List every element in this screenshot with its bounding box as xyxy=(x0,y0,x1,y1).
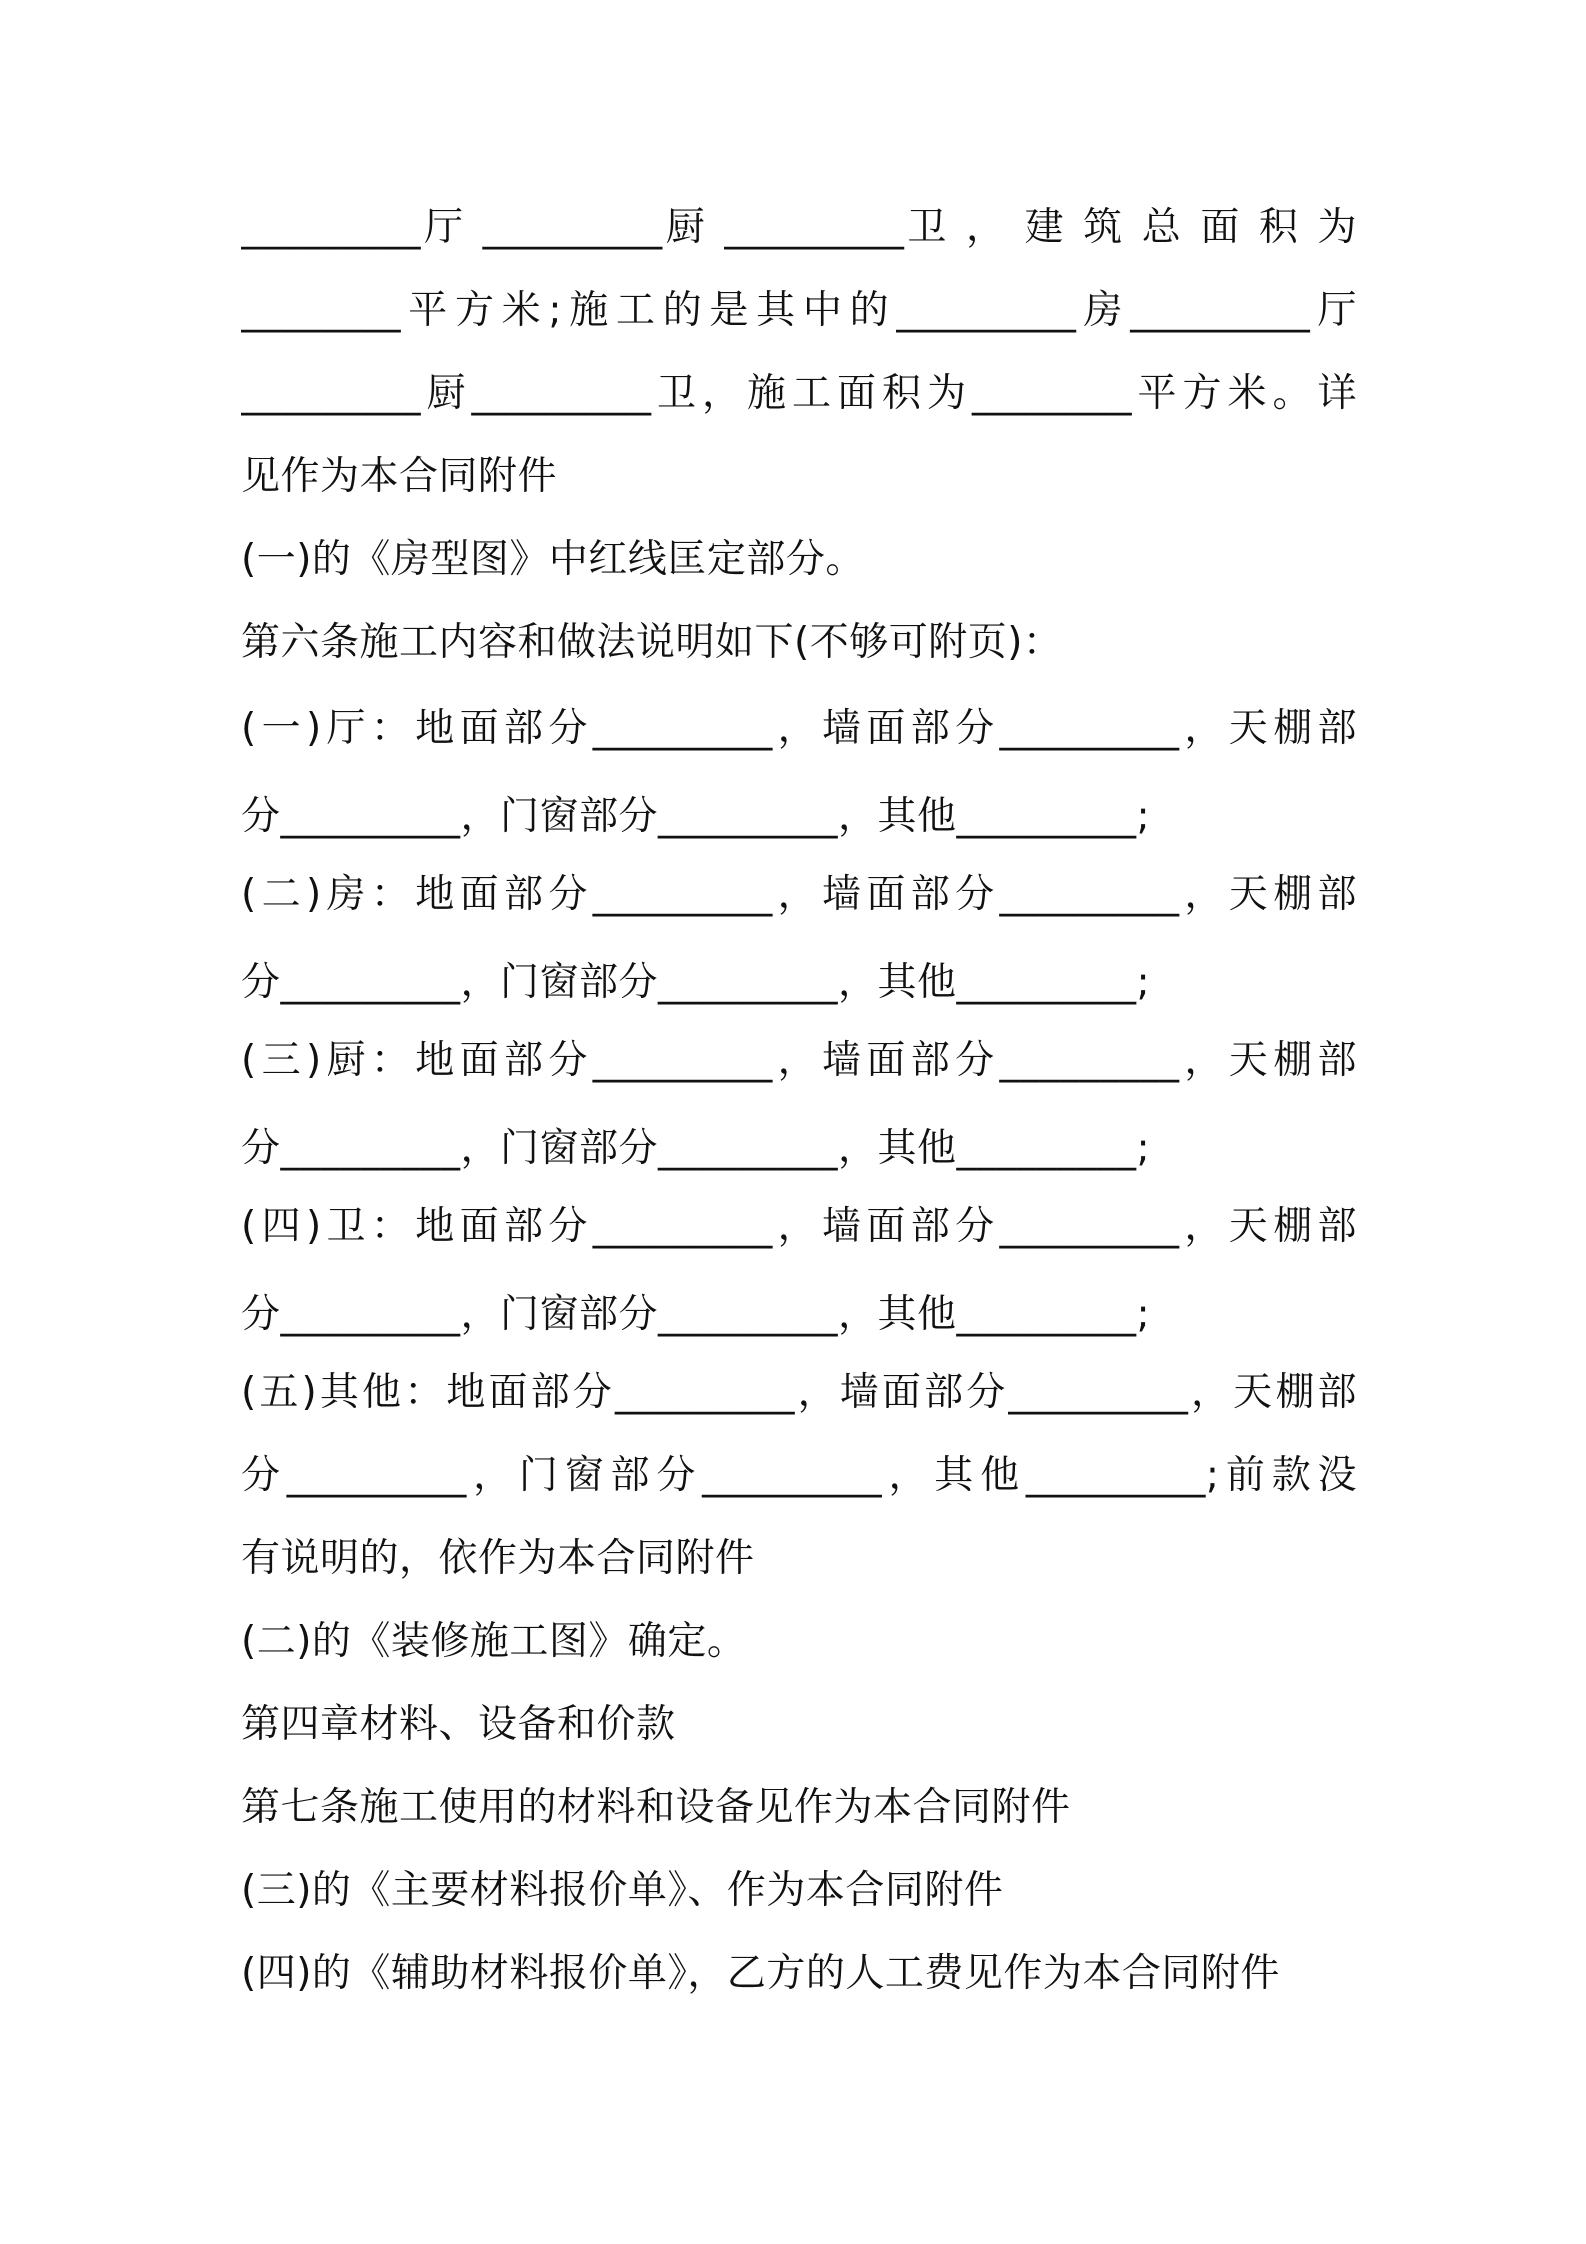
text-line-13: (四)卫：地面部分_________，墙面部分_________，天棚部 xyxy=(241,1204,1357,1249)
text-line-22: (四)的《辅助材料报价单》，乙方的人工费见作为本合同附件 xyxy=(241,1951,1280,1996)
text-line-4: 见作为本合同附件 xyxy=(241,454,558,499)
text-line-6: 第六条施工内容和做法说明如下(不够可附页)： xyxy=(241,620,1063,665)
text-line-1: _________厅 _________厨 _________卫 ， 建 筑 总 面 积 为 xyxy=(241,205,1357,250)
text-line-16: 分_________，门窗部分_________，其他_________;前款没 xyxy=(241,1453,1357,1498)
text-line-21: (三)的《主要材料报价单》、作为本合同附件 xyxy=(241,1868,1004,1913)
text-line-17: 有说明的，依作为本合同附件 xyxy=(241,1536,755,1581)
text-line-20: 第七条施工使用的材料和设备见作为本合同附件 xyxy=(241,1785,1071,1830)
text-line-7: (一)厅：地面部分_________，墙面部分_________，天棚部 xyxy=(241,706,1357,751)
text-line-19: 第四章材料、设备和价款 xyxy=(241,1702,676,1747)
text-line-10: 分_________，门窗部分_________，其他_________; xyxy=(241,960,1151,1005)
text-line-12: 分_________，门窗部分_________，其他_________; xyxy=(241,1126,1151,1171)
text-line-5: (一)的《房型图》中红线匡定部分。 xyxy=(241,537,865,582)
text-line-11: (三)厨：地面部分_________，墙面部分_________，天棚部 xyxy=(241,1038,1357,1083)
text-line-2: ________平方米;施工的是其中的_________房_________厅 xyxy=(241,288,1357,333)
text-line-14: 分_________，门窗部分_________，其他_________; xyxy=(241,1292,1151,1337)
text-line-15: (五)其他：地面部分_________，墙面部分_________，天棚部 xyxy=(241,1370,1357,1415)
text-line-8: 分_________，门窗部分_________，其他_________; xyxy=(241,794,1151,839)
text-line-3: _________厨_________卫，施工面积为________平方米。详 xyxy=(241,371,1357,416)
text-line-18: (二)的《装修施工图》确定。 xyxy=(241,1619,747,1664)
text-line-9: (二)房：地面部分_________，墙面部分_________，天棚部 xyxy=(241,872,1357,917)
